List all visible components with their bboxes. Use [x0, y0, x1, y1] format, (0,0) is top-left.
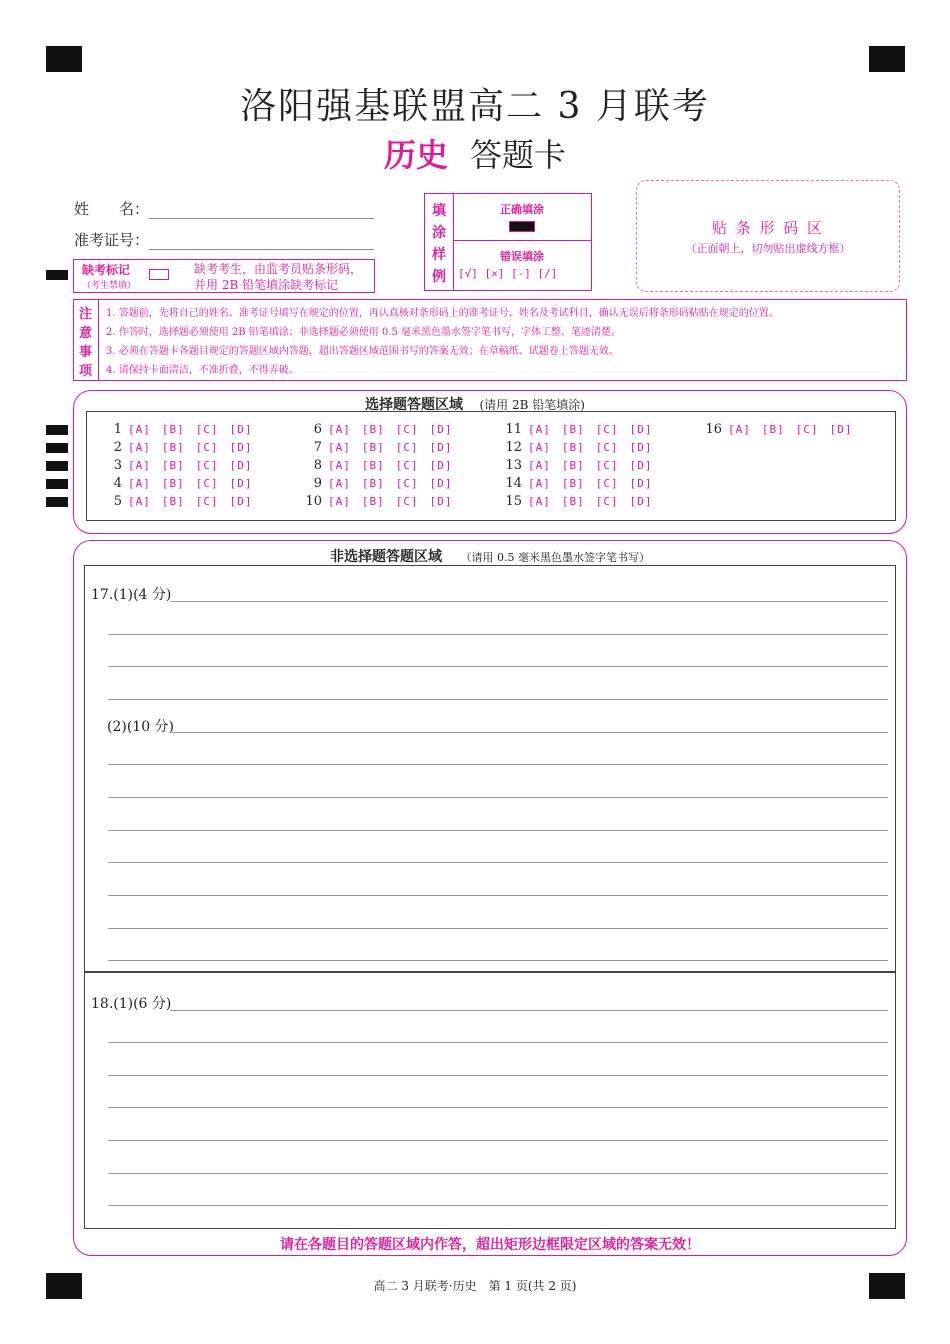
q18-part1-text: 18.(1)(6 分) — [91, 996, 172, 1012]
question-number: 6 — [313, 422, 322, 437]
answer-bubble[interactable]: [D] — [629, 495, 653, 508]
mcq-question-row — [500, 476, 664, 491]
answer-bubble[interactable]: [A] — [528, 477, 551, 490]
answer-bubble[interactable]: [B] — [561, 441, 585, 454]
answer-bubble[interactable]: [C] — [195, 495, 219, 508]
question-number: 10 — [305, 494, 322, 509]
answer-bubble[interactable]: [B] — [161, 459, 185, 472]
wrong-mark: [/] — [537, 267, 558, 280]
absent-checkbox[interactable] — [149, 269, 169, 280]
absent-sublabel: （考生禁填） — [82, 281, 137, 291]
answer-bubble[interactable]: [A] — [728, 423, 751, 436]
mcq-question-row — [300, 440, 464, 455]
answer-bubble[interactable]: [B] — [361, 459, 385, 472]
name-field[interactable] — [74, 198, 374, 219]
answer-bubble[interactable]: [C] — [395, 495, 419, 508]
answer-line — [108, 1140, 888, 1141]
wrong-mark: [√] — [458, 267, 478, 280]
note-item: 2. 作答时，选择题必须使用 2B 铅笔填涂；非选择题必须使用 0.5 毫米黑色墨水签字笔书写，字体工整、笔迹清楚。 — [106, 327, 622, 338]
exam-number-line — [149, 235, 374, 250]
timing-mark — [46, 425, 68, 435]
sa-header — [0, 546, 950, 566]
notes-side-char: 意 — [79, 326, 93, 341]
answer-bubble[interactable]: [D] — [629, 423, 653, 436]
wrong-mark: [×] — [484, 267, 505, 280]
page-title: 洛阳强基联盟高二 3 月联考 — [240, 86, 710, 127]
timing-mark — [46, 443, 68, 453]
sa-title: 非选择题答题区域 — [330, 549, 443, 565]
answer-bubble[interactable]: [A] — [528, 459, 551, 472]
answer-bubble[interactable]: [A] — [128, 477, 151, 490]
absent-note-line2: 并用 2B 铅笔填涂缺考标记 — [194, 278, 339, 292]
mcq-question-row — [700, 422, 864, 437]
answer-bubble[interactable]: [D] — [229, 423, 253, 436]
answer-line — [108, 830, 888, 831]
question-number: 1 — [113, 422, 122, 437]
barcode-area — [636, 180, 900, 292]
corner-mark-top-right — [869, 46, 905, 72]
answer-bubble[interactable]: [C] — [595, 441, 619, 454]
question-number: 2 — [113, 440, 122, 455]
absent-mark-box — [73, 259, 375, 293]
answer-bubble[interactable]: [D] — [629, 477, 653, 490]
answer-line — [108, 699, 888, 700]
wrong-fill-examples — [458, 267, 557, 280]
question-number: 9 — [313, 476, 322, 491]
answer-bubble[interactable]: [B] — [361, 441, 385, 454]
correct-fill-example — [509, 221, 535, 232]
mcq-question-row — [100, 440, 264, 455]
sample-side-char: 填 — [432, 203, 446, 219]
mcq-question-row — [100, 422, 264, 437]
question-number: 3 — [113, 458, 122, 473]
answer-bubble[interactable]: [B] — [561, 477, 585, 490]
page-subtitle — [0, 130, 950, 176]
answer-line — [108, 1075, 888, 1076]
mcq-question-row — [300, 476, 464, 491]
answer-line — [108, 928, 888, 929]
mcq-hint: (请用 2B 铅笔填涂) — [479, 398, 585, 412]
notes-side — [74, 300, 99, 380]
mcq-question-row — [100, 476, 264, 491]
barcode-title: 贴 条 形 码 区 — [711, 219, 825, 237]
answer-bubble[interactable]: [C] — [395, 423, 419, 436]
answer-bubble[interactable]: [A] — [128, 459, 151, 472]
mcq-question-row — [100, 458, 264, 473]
notes-side-char: 注 — [79, 307, 93, 322]
timing-mark — [46, 479, 68, 489]
sample-side-char: 样 — [432, 247, 446, 263]
answer-bubble[interactable]: [B] — [561, 423, 585, 436]
answer-bubble[interactable]: [C] — [195, 423, 219, 436]
absent-note-line1: 缺考考生，由监考员贴条形码， — [194, 262, 363, 276]
question-number: 7 — [313, 440, 322, 455]
answer-bubble[interactable]: [B] — [361, 477, 385, 490]
fill-sample-box — [424, 193, 592, 291]
answer-bubble[interactable]: [A] — [128, 441, 151, 454]
answer-bubble[interactable]: [B] — [161, 477, 185, 490]
answer-bubble[interactable]: [B] — [561, 459, 585, 472]
answer-line — [108, 797, 888, 798]
mcq-question-row — [500, 494, 664, 509]
timing-mark — [46, 461, 68, 471]
timing-mark — [46, 270, 68, 280]
answer-bubble[interactable]: [B] — [161, 423, 185, 436]
answer-bubble[interactable]: [A] — [328, 477, 351, 490]
answer-bubble[interactable]: [A] — [328, 459, 351, 472]
answer-bubble[interactable]: [C] — [595, 477, 619, 490]
mcq-question-row — [500, 422, 664, 437]
notes-side-char: 事 — [79, 345, 93, 360]
answer-bubble[interactable]: [D] — [229, 477, 253, 490]
question-number: 12 — [505, 440, 522, 455]
q17-answer-box[interactable] — [84, 565, 896, 973]
question-number: 16 — [705, 422, 722, 437]
corner-mark-top-left — [46, 46, 82, 72]
answer-line — [170, 1010, 888, 1011]
answer-bubble[interactable]: [A] — [528, 441, 551, 454]
answer-bubble[interactable]: [C] — [195, 477, 219, 490]
answer-bubble[interactable]: [B] — [361, 495, 385, 508]
answer-bubble[interactable]: [A] — [328, 423, 351, 436]
answer-bubble[interactable]: [D] — [429, 495, 453, 508]
answer-bubble[interactable]: [A] — [128, 423, 151, 436]
answer-bubble[interactable]: [C] — [395, 477, 419, 490]
answer-bubble[interactable]: [C] — [195, 441, 219, 454]
answer-line — [108, 666, 888, 667]
mcq-title: 选择题答题区域 — [365, 397, 464, 413]
notes-side-char: 项 — [79, 364, 93, 379]
notes-box — [73, 299, 907, 381]
answer-bubble[interactable]: [A] — [528, 423, 551, 436]
q17-part2-text: (2)(10 分) — [107, 719, 175, 735]
barcode-note: （正面朝上，切勿贴出虚线方框） — [685, 242, 851, 255]
answer-bubble[interactable]: [D] — [429, 477, 453, 490]
sa-hint: （请用 0.5 毫米黑色墨水签字笔书写） — [460, 551, 650, 564]
answer-line — [108, 960, 888, 961]
answer-line — [108, 634, 888, 635]
answer-line — [108, 1205, 888, 1206]
subject-label: 历史 — [383, 136, 448, 174]
question-number: 8 — [313, 458, 322, 473]
question-number: 13 — [505, 458, 522, 473]
note-item: 3. 必须在答题卡各题目规定的答题区域内答题，超出答题区域范围书写的答案无效；在草稿纸、试题卷上答题无效。 — [106, 346, 619, 357]
answer-bubble[interactable]: [D] — [429, 423, 453, 436]
answer-bubble[interactable]: [C] — [595, 423, 619, 436]
wrong-mark: [-] — [511, 267, 531, 280]
answer-bubble[interactable]: [D] — [229, 441, 253, 454]
answer-line — [108, 764, 888, 765]
question-number: 15 — [505, 494, 522, 509]
answer-bubble[interactable]: [A] — [328, 441, 351, 454]
question-number: 5 — [113, 494, 122, 509]
mcq-question-row — [300, 458, 464, 473]
answer-bubble[interactable]: [D] — [629, 441, 653, 454]
card-label: 答题卡 — [470, 136, 567, 174]
exam-number-field[interactable] — [74, 229, 374, 250]
sample-side — [425, 194, 454, 290]
q17-part1-label — [91, 584, 171, 604]
correct-fill-label: 正确填涂 — [500, 203, 544, 216]
name-label: 姓 名： — [74, 200, 150, 218]
answer-bubble[interactable]: [D] — [229, 495, 253, 508]
note-item: 4. 请保持卡面清洁，不准折叠，不得弄破。 — [106, 365, 299, 376]
answer-line — [108, 1173, 888, 1174]
mcq-question-row — [300, 494, 464, 509]
question-number: 4 — [113, 476, 122, 491]
wrong-fill-label: 错误填涂 — [500, 250, 544, 263]
page-footer: 高二 3 月联考·历史 第 1 页(共 2 页) — [373, 1279, 577, 1293]
answer-bubble[interactable]: [B] — [161, 495, 185, 508]
answer-bubble[interactable]: [A] — [528, 495, 551, 508]
q17-part1-text: 17.(1)(4 分) — [91, 587, 172, 603]
answer-bubble[interactable]: [C] — [195, 459, 219, 472]
mcq-question-row — [300, 422, 464, 437]
name-line — [149, 204, 374, 219]
answer-bubble[interactable]: [C] — [795, 423, 819, 436]
question-number: 14 — [505, 476, 522, 491]
answer-line — [108, 895, 888, 896]
sample-divider — [453, 240, 591, 241]
answer-line — [108, 1042, 888, 1043]
q18-part1-label — [91, 993, 171, 1013]
sample-side-char: 涂 — [432, 225, 446, 241]
answer-bubble[interactable]: [B] — [161, 441, 185, 454]
answer-bubble[interactable]: [C] — [595, 495, 619, 508]
sample-side-char: 例 — [432, 269, 446, 285]
exam-number-label: 准考证号： — [74, 231, 150, 249]
answer-line — [108, 862, 888, 863]
mcq-question-row — [500, 458, 664, 473]
answer-bubble[interactable]: [D] — [629, 459, 653, 472]
answer-bubble[interactable]: [D] — [429, 459, 453, 472]
mcq-question-row — [500, 440, 664, 455]
answer-bubble[interactable]: [A] — [328, 495, 351, 508]
answer-line — [172, 732, 888, 733]
mcq-question-row — [100, 494, 264, 509]
answer-bubble[interactable]: [C] — [595, 459, 619, 472]
answer-bubble[interactable]: [D] — [229, 459, 253, 472]
answer-line — [108, 1107, 888, 1108]
note-item: 1. 答题前，先将自己的姓名、准考证号填写在规定的位置，再认真核对条形码上的准考证号、姓名及考试科目，确认无误后将条形码粘贴在规定的位置。 — [106, 308, 779, 319]
q17-part2-label — [107, 716, 174, 736]
absent-label: 缺考标记 — [82, 263, 131, 277]
timing-mark — [46, 497, 68, 507]
answer-bubble[interactable]: [C] — [395, 459, 419, 472]
answer-bubble[interactable]: [C] — [395, 441, 419, 454]
answer-bubble[interactable]: [D] — [429, 441, 453, 454]
answer-bubble[interactable]: [A] — [128, 495, 151, 508]
answer-bubble[interactable]: [B] — [561, 495, 585, 508]
answer-line — [170, 601, 888, 602]
question-number: 11 — [505, 422, 522, 437]
answer-bubble[interactable]: [B] — [361, 423, 385, 436]
answer-bubble[interactable]: [B] — [761, 423, 785, 436]
boundary-warning: 请在各题目的答题区域内作答，超出矩形边框限定区域的答案无效！ — [280, 1237, 700, 1253]
answer-bubble[interactable]: [D] — [829, 423, 853, 436]
